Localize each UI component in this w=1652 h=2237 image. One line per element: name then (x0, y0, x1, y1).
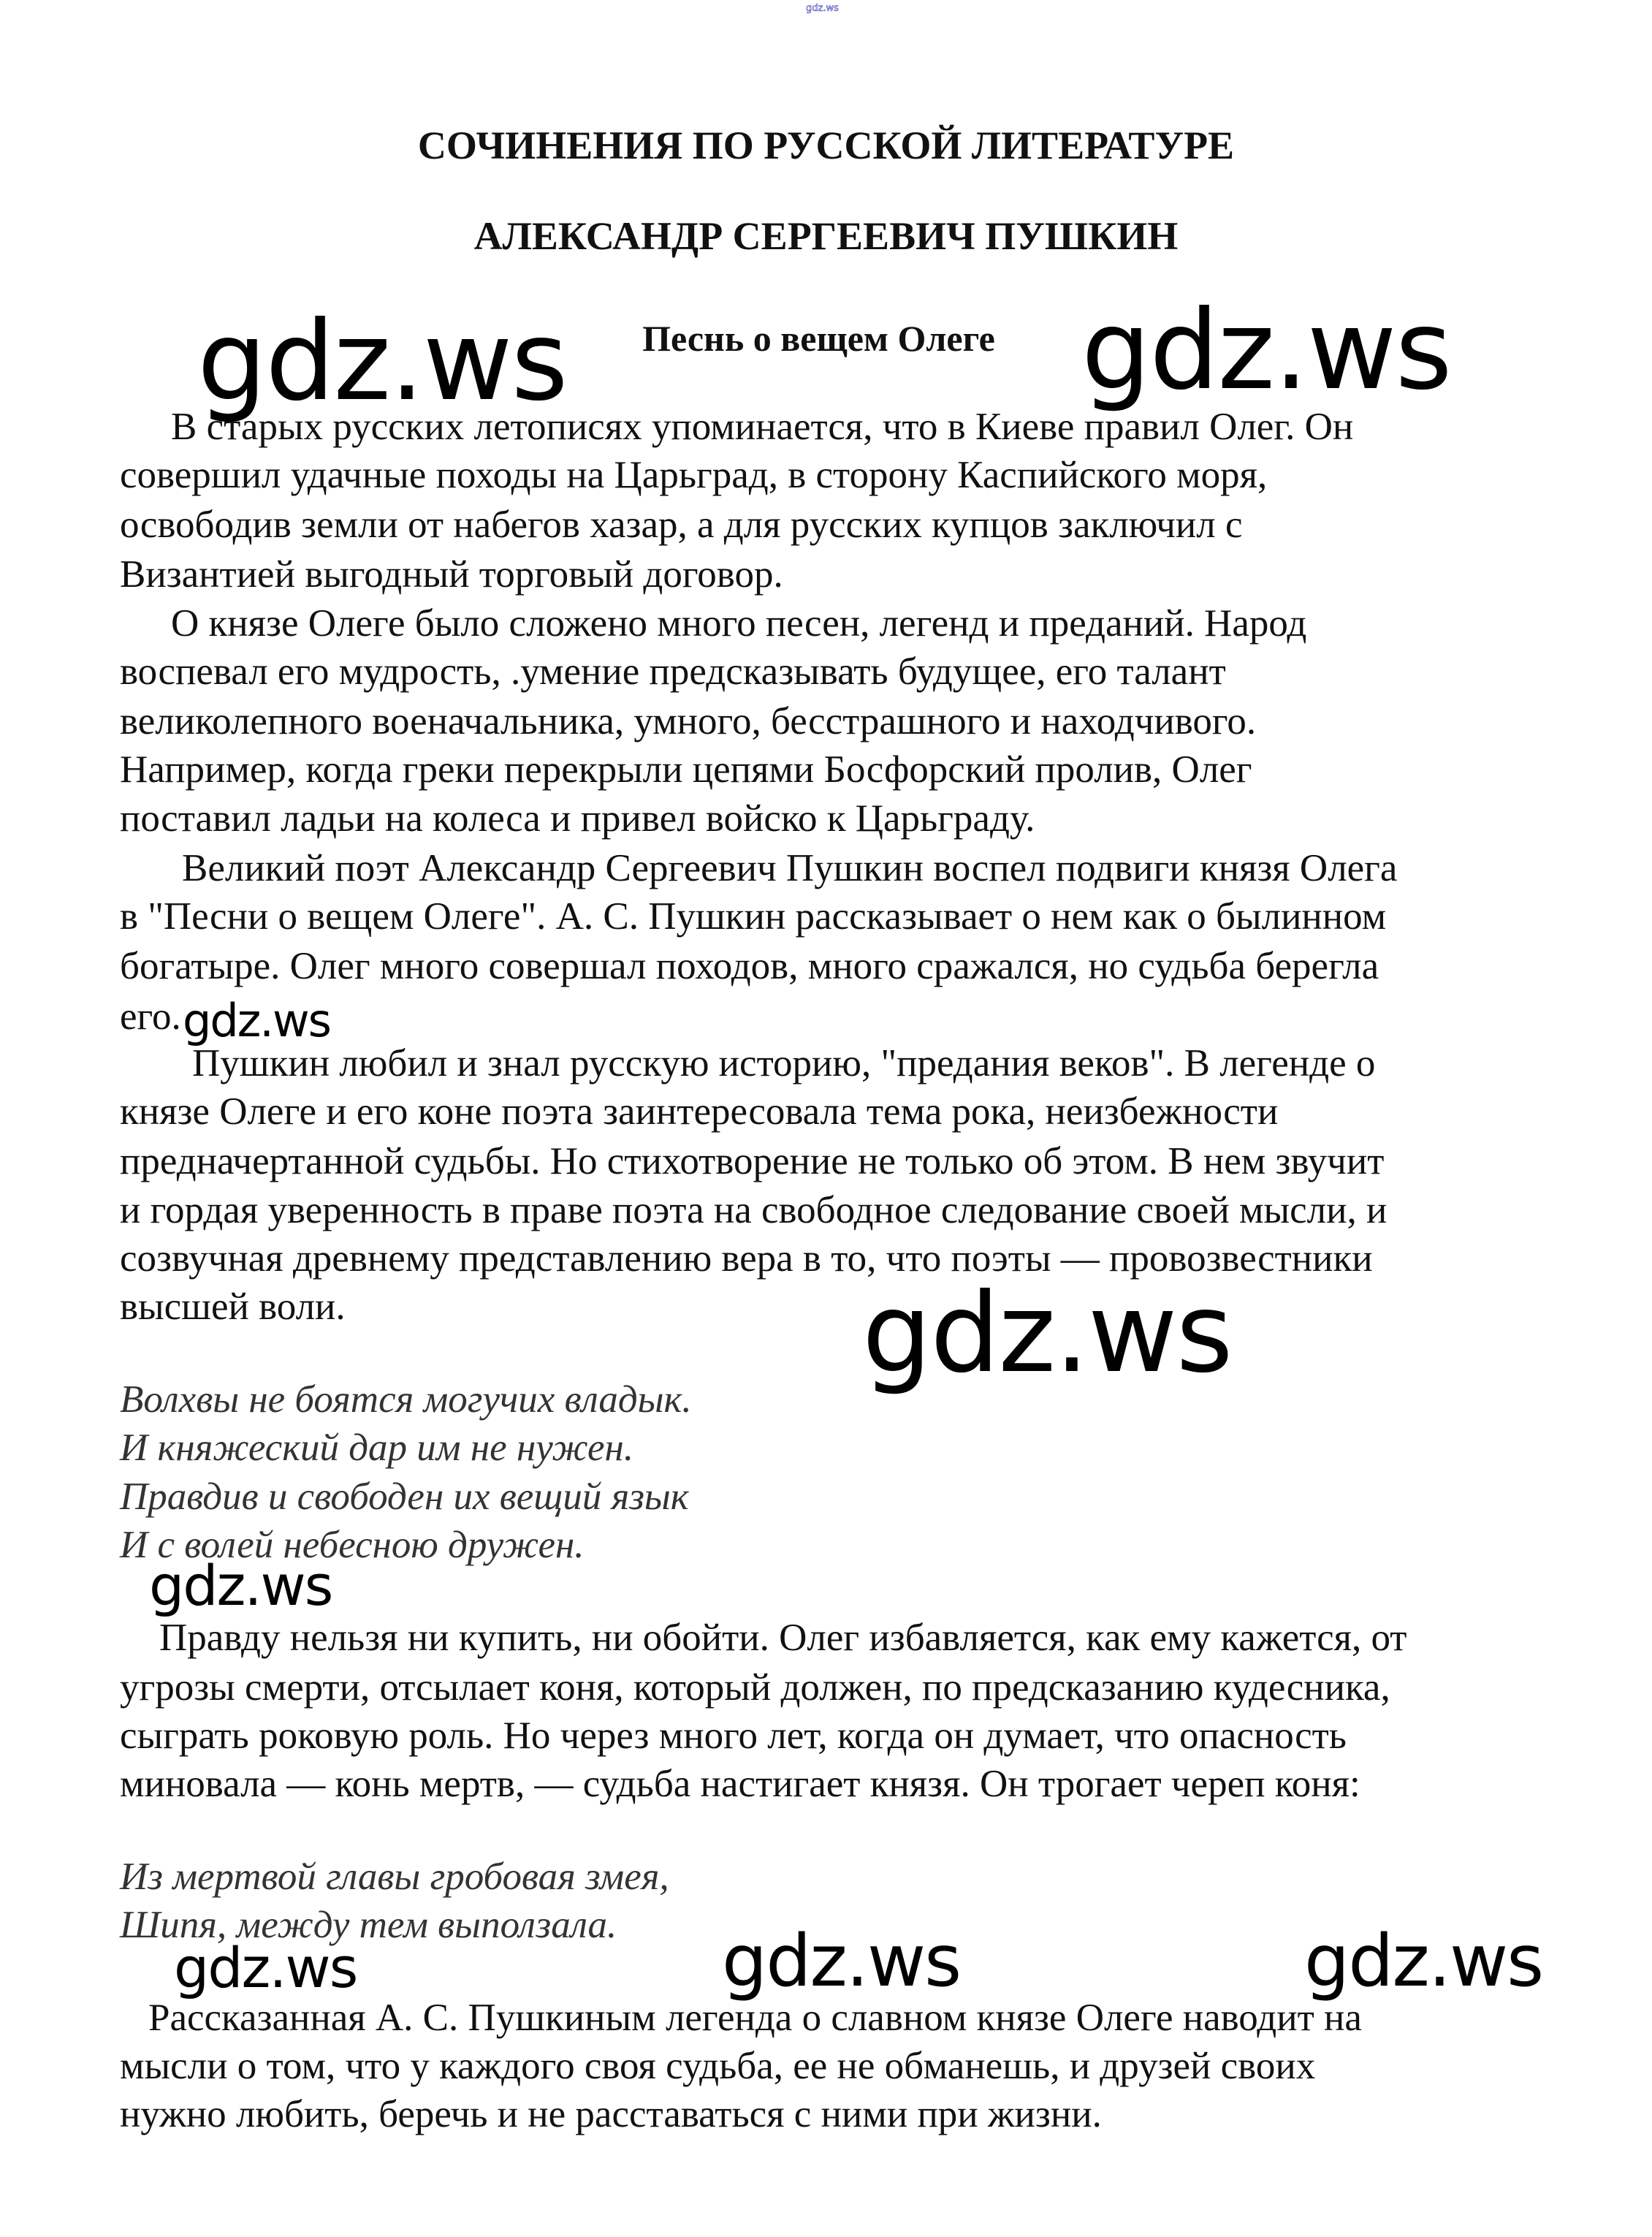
poem-line: Шипя, между тем выползала. (120, 1904, 617, 1946)
text-line: богатыре. Олег много совершал походов, много сражался, но судьба берегла (120, 945, 1379, 987)
text-line: освободив земли от набегов хазар, а для русских купцов заключил с (120, 504, 1243, 546)
text-line: сыграть роковую роль. Но через много лет, когда он думает, что опасность (120, 1714, 1347, 1757)
watermark-top: gdz.ws (806, 3, 839, 14)
watermark: gdz.ws (1081, 287, 1451, 414)
text-line: Великий поэт Александр Сергеевич Пушкин воспел подвиги князя Олега (182, 847, 1398, 889)
text-line: Правду нельзя ни купить, ни обойти. Олег избавляется, как ему кажется, от (159, 1617, 1407, 1659)
text-line: воспевал его мудрость, .умение предсказывать будущее, его талант (120, 650, 1226, 693)
watermark: gdz.ws (183, 994, 330, 1047)
watermark: gdz.ws (197, 298, 567, 425)
text-line: в "Песни о вещем Олеге". А. С. Пушкин рассказывает о нем как о былинном (120, 895, 1387, 938)
text-line: князе Олеге и его коне поэта заинтересовала тема рока, неизбежности (120, 1090, 1279, 1133)
text-line: совершил удачные походы на Царьград, в сторону Каспийского моря, (120, 454, 1268, 496)
poem-line: И с волей небесною дружен. (120, 1524, 585, 1566)
text-line: Византией выгодный торговый договор. (120, 553, 783, 596)
poem-line: Правдив и свободен их вещий язык (120, 1475, 689, 1518)
poem-line: Из мертвой главы гробовая змея, (120, 1856, 669, 1898)
text-line: миновала — конь мертв, — судьба настигает князя. Он трогает череп коня: (120, 1763, 1360, 1805)
poem-line: И княжеский дар им не нужен. (120, 1427, 634, 1469)
essay-title: Песнь о вещем Олеге (642, 318, 995, 359)
author-heading: АЛЕКСАНДР СЕРГЕЕВИЧ ПУШКИН (473, 214, 1179, 258)
text-line: великолепного военачальника, умного, бесстрашного и находчивого. (120, 700, 1257, 742)
watermark: gdz.ws (149, 1553, 332, 1618)
text-line: высшей воли. (120, 1285, 346, 1328)
text-line: Пушкин любил и знал русскую историю, "предания веков". В легенде о (192, 1042, 1376, 1085)
text-line: и гордая уверенность в праве поэта на свободное следование своей мысли, и (120, 1189, 1388, 1231)
document-heading: СОЧИНЕНИЯ ПО РУССКОЙ ЛИТЕРАТУРЕ (417, 124, 1235, 167)
text-line: мысли о том, что у каждого своя судьба, ее не обманешь, и друзей своих (120, 2045, 1316, 2087)
text-line: созвучная древнему представлению вера в то, что поэты — провозвестники (120, 1237, 1373, 1280)
text-line: поставил ладьи на колеса и привел войско к Царьграду. (120, 797, 1035, 840)
text-line: Рассказанная А. С. Пушкиным легенда о славном князе Олеге наводит на (148, 1997, 1362, 2039)
text-line: его. (120, 995, 181, 1038)
text-line: О князе Олеге было сложено много песен, легенд и преданий. Народ (171, 602, 1307, 645)
watermark: gdz.ws (1304, 1920, 1543, 2003)
watermark: gdz.ws (862, 1270, 1232, 1397)
text-line: В старых русских летописях упоминается, что в Киеве правил Олег. Он (171, 406, 1354, 448)
poem-line: Волхвы не боятся могучих владык. (120, 1378, 692, 1421)
text-line: Например, когда греки перекрыли цепями Босфорский пролив, Олег (120, 748, 1252, 791)
text-line: предначертанной судьбы. Но стихотворение не только об этом. В нем звучит (120, 1140, 1385, 1182)
watermark: gdz.ws (722, 1920, 961, 2003)
text-line: нужно любить, беречь и не расставаться с ними при жизни. (120, 2093, 1102, 2135)
watermark: gdz.ws (174, 1935, 357, 2000)
text-line: угрозы смерти, отсылает коня, который должен, по предсказанию кудесника, (120, 1666, 1390, 1709)
